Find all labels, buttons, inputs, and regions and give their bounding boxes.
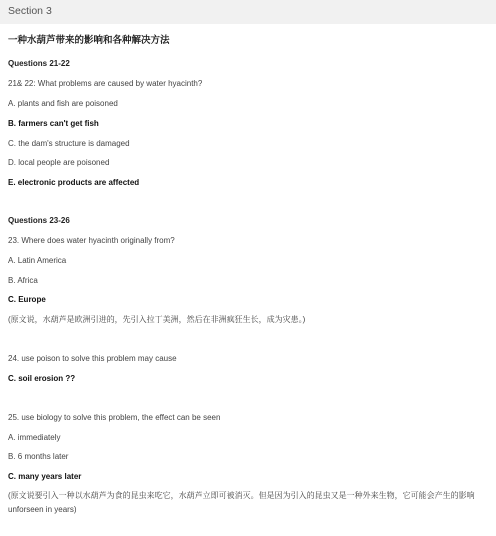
section-header-bar (0, 0, 496, 24)
question-24-text: 24. use poison to solve this problem may cause (8, 354, 177, 363)
option-23-c: C. Europe (8, 295, 46, 304)
question-21-22-text: 21& 22: What problems are caused by water hyacinth? (8, 79, 203, 88)
option-25-b: B. 6 months later (8, 452, 69, 461)
option-21-a: A. plants and fish are poisoned (8, 99, 118, 108)
questions-23-26-heading: Questions 23-26 (8, 216, 70, 225)
option-23-a: A. Latin America (8, 256, 67, 265)
option-21-e: E. electronic products are affected (8, 178, 140, 187)
option-25-c: C. many years later (8, 472, 82, 481)
option-21-c: C. the dam's structure is damaged (8, 139, 130, 148)
section-label: Section 3 (8, 5, 52, 17)
question-24-answer: C. soil erosion ?? (8, 374, 76, 383)
question-23-note: (原文说，水葫芦是欧洲引进的，先引入拉丁美洲，然后在非洲疯狂生长，成为灾患。) (8, 315, 306, 324)
option-23-b: B. Africa (8, 276, 38, 285)
option-21-d: D. local people are poisoned (8, 158, 110, 167)
question-25-note: (原文说要引入一种以水葫芦为食的昆虫来吃它，水葫芦立即可被消灭。但是因为引入的昆虫又是一种外来生物，它可能会产生的影响unforseen in years) (8, 491, 475, 514)
option-25-a: A. immediately (8, 433, 61, 442)
page-title: 一种水葫芦带来的影响和各种解决方法 (8, 35, 170, 46)
option-21-b: B. farmers can't get fish (8, 119, 99, 128)
questions-21-22-heading: Questions 21-22 (8, 59, 70, 68)
question-23-text: 23. Where does water hyacinth originally from? (8, 236, 175, 245)
question-25-text: 25. use biology to solve this problem, the effect can be seen (8, 413, 221, 422)
